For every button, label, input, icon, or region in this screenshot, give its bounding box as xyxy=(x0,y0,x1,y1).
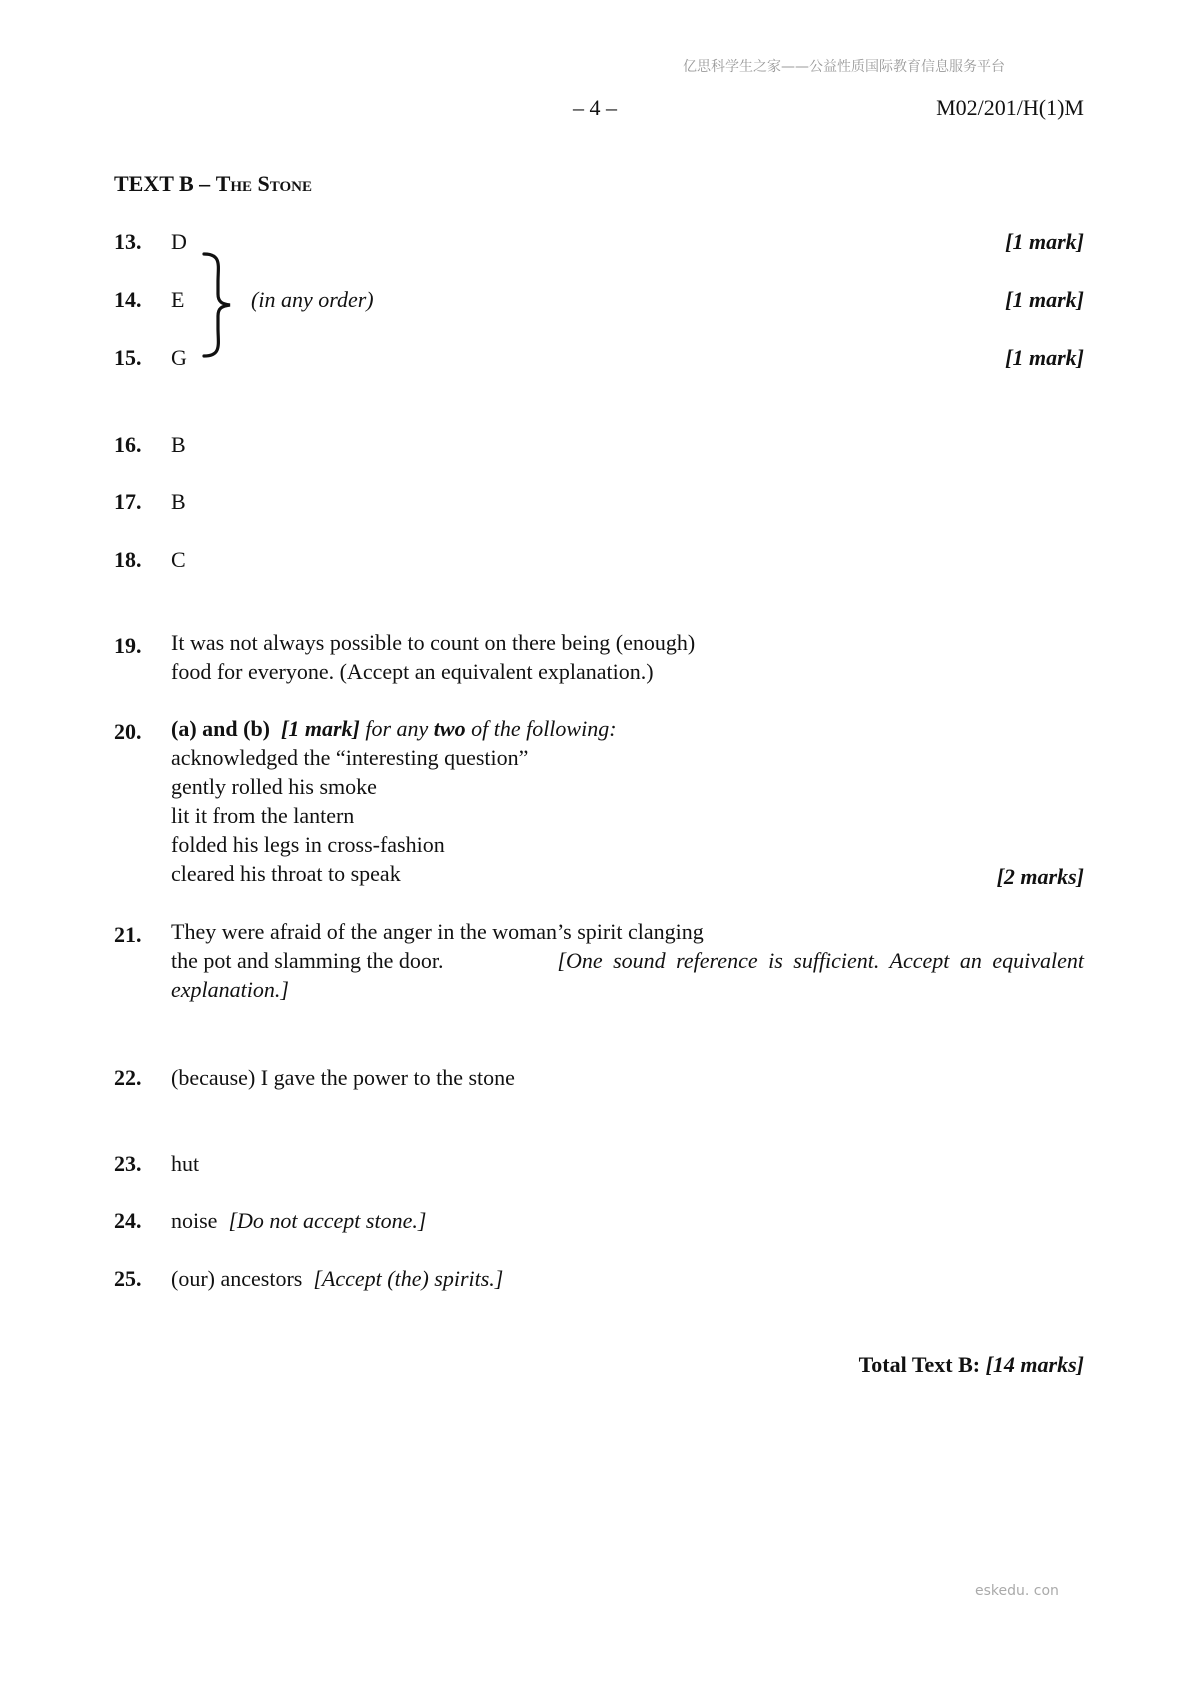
question-20-option: gently rolled his smoke xyxy=(171,774,377,799)
question-20-lead: (a) and (b) xyxy=(171,716,271,741)
question-25-note: [Accept (the) spirits.] xyxy=(313,1266,504,1291)
question-25-text: (our) ancestors xyxy=(171,1266,303,1291)
question-20-two: two xyxy=(433,716,466,741)
question-21-answer xyxy=(171,917,1084,1004)
question-23-number: 23. xyxy=(114,1151,142,1176)
question-20-for-any: for any xyxy=(359,716,434,741)
section-name: The Stone xyxy=(215,171,313,196)
question-13-mark: [1 mark] xyxy=(1005,229,1084,254)
question-16-answer: B xyxy=(171,432,186,457)
total-value: [14 marks] xyxy=(985,1352,1084,1377)
question-20-option: lit it from the lantern xyxy=(171,803,355,828)
question-13-answer: D xyxy=(171,229,187,254)
question-13-number: 13. xyxy=(114,229,142,254)
question-21-number: 21. xyxy=(114,922,142,947)
question-15-answer: G xyxy=(171,345,187,370)
question-15-mark: [1 mark] xyxy=(1005,345,1084,370)
question-19-line-2: food for everyone. (Accept an equivalent explanation.) xyxy=(171,659,654,684)
question-19-answer xyxy=(171,628,695,686)
question-20-mark: [2 marks] xyxy=(996,864,1084,889)
question-14-answer: E xyxy=(171,287,185,312)
question-21-line-2 xyxy=(171,946,1084,975)
question-20-of-following: of the following: xyxy=(465,716,617,741)
question-19-number: 19. xyxy=(114,633,142,658)
question-24-number: 24. xyxy=(114,1208,142,1233)
section-title xyxy=(114,171,312,197)
question-15-number: 15. xyxy=(114,345,142,370)
question-19-line-1: It was not always possible to count on there being (enough) xyxy=(171,630,696,655)
question-20-inline-mark: [1 mark] xyxy=(281,716,360,741)
question-16-number: 16. xyxy=(114,432,142,457)
page-number: – 4 – xyxy=(573,95,617,120)
question-20-option: acknowledged the “interesting question” xyxy=(171,745,529,770)
question-24-note: [Do not accept stone.] xyxy=(228,1208,427,1233)
section-prefix: TEXT B – xyxy=(114,171,216,196)
question-22-answer: (because) I gave the power to the stone xyxy=(171,1065,515,1090)
total-label: Total Text B: xyxy=(858,1352,986,1377)
question-17-answer: B xyxy=(171,489,186,514)
watermark-bottom: eskedu. con xyxy=(975,1583,1059,1599)
question-21-text: the pot and slamming the door. xyxy=(171,948,444,973)
question-21-note: [One sound reference is sufficient. Accept an equivalent xyxy=(557,948,1084,973)
question-18-number: 18. xyxy=(114,547,142,572)
question-20-answer xyxy=(171,714,617,888)
watermark-top: 亿思科学生之家——公益性质国际教育信息服务平台 xyxy=(683,59,1005,75)
question-20-instruction xyxy=(171,714,617,743)
question-17-number: 17. xyxy=(114,489,142,514)
question-20-option: folded his legs in cross-fashion xyxy=(171,832,445,857)
question-21-line-1: They were afraid of the anger in the woman’s spirit clanging xyxy=(171,919,704,944)
total-marks xyxy=(859,1352,1084,1378)
question-14-number: 14. xyxy=(114,287,142,312)
document-code: M02/201/H(1)M xyxy=(936,95,1084,120)
right-brace-icon xyxy=(200,252,236,358)
question-23-answer: hut xyxy=(171,1151,200,1176)
question-25-number: 25. xyxy=(114,1266,142,1291)
question-20-number: 20. xyxy=(114,719,142,744)
question-24-answer xyxy=(171,1208,426,1234)
question-24-text: noise xyxy=(171,1208,218,1233)
question-20-option: cleared his throat to speak xyxy=(171,861,401,886)
question-21-note-end: explanation.] xyxy=(171,977,289,1002)
in-any-order-note: (in any order) xyxy=(251,287,374,312)
question-18-answer: C xyxy=(171,547,186,572)
question-25-answer xyxy=(171,1266,503,1292)
question-14-mark: [1 mark] xyxy=(1005,287,1084,312)
question-22-number: 22. xyxy=(114,1065,142,1090)
